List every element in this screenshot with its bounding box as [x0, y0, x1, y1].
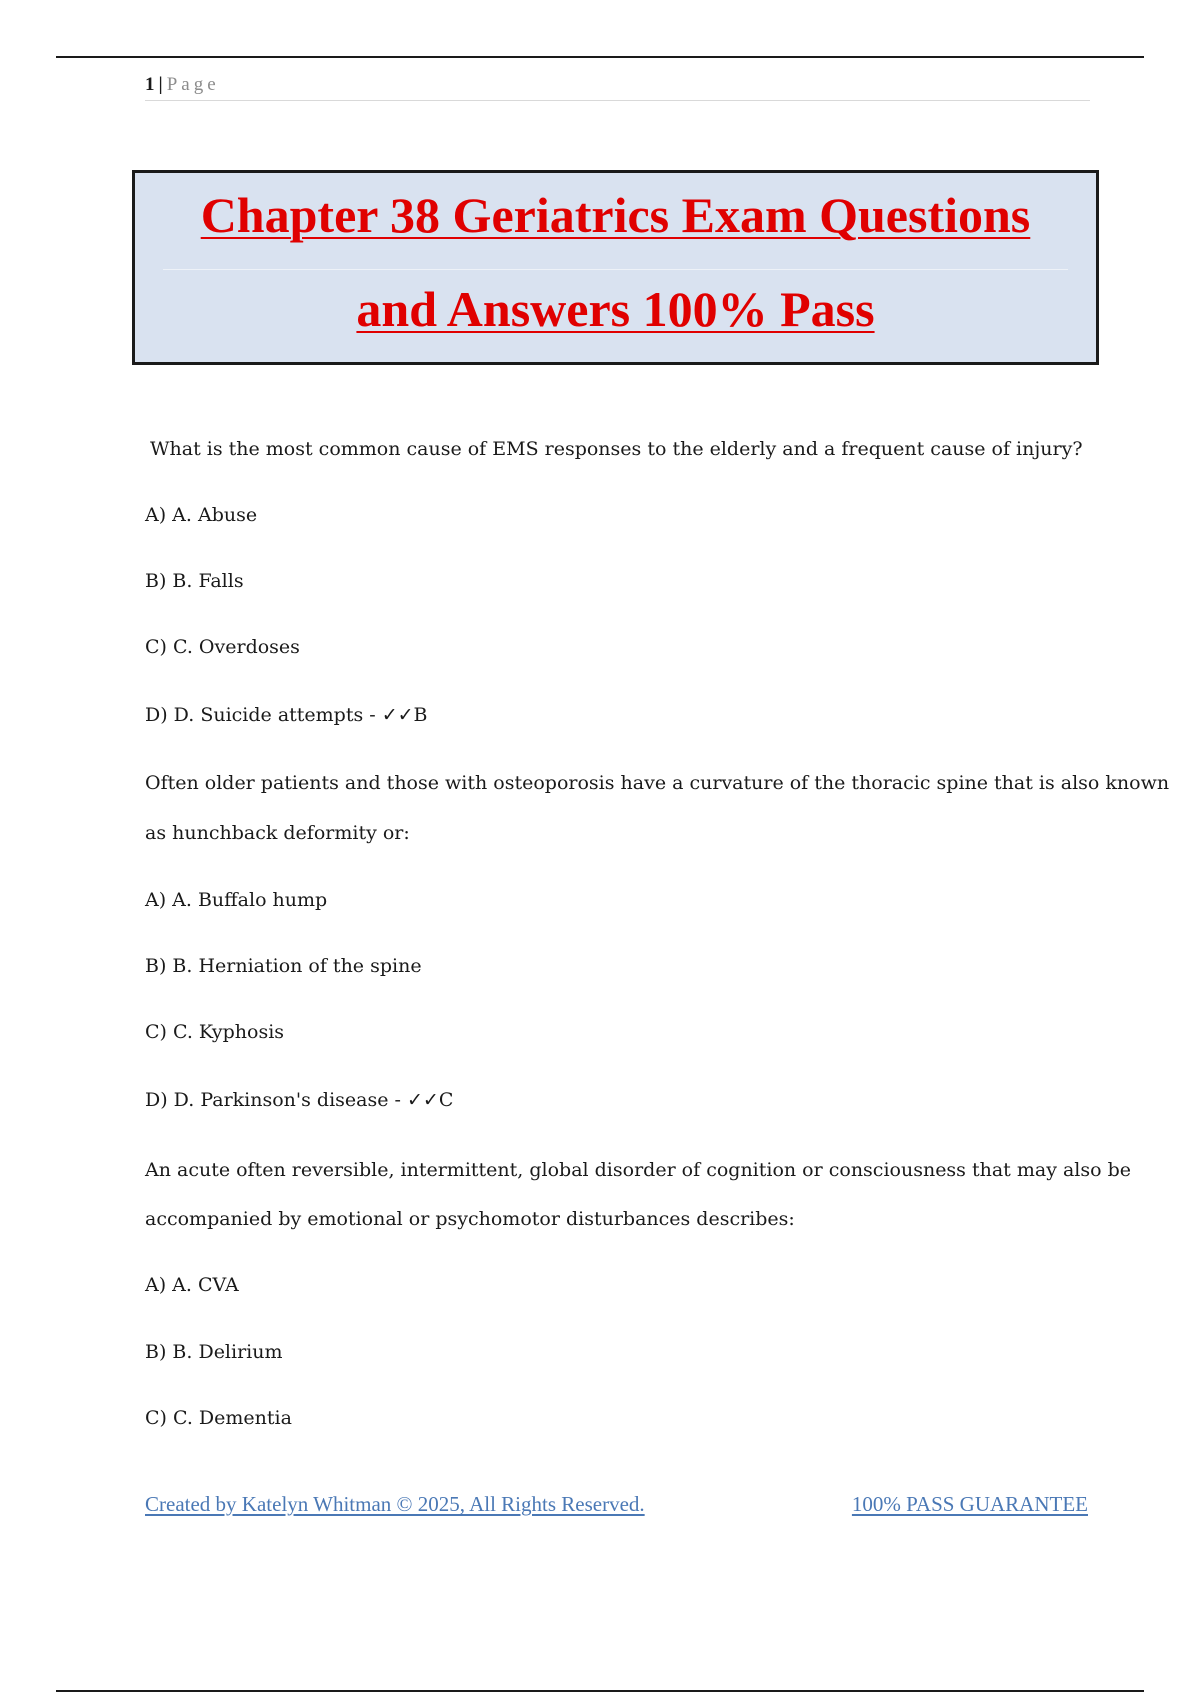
page-number: 1 — [145, 74, 155, 95]
question-3-option-c: C) C. Dementia — [145, 1407, 292, 1429]
question-1-option-a: A) A. Abuse — [145, 504, 258, 526]
page-separator: | — [158, 74, 163, 95]
title-box — [132, 170, 1099, 365]
page-header — [145, 72, 1090, 101]
question-1-option-d: D) D. Suicide attempts - ✓✓B — [145, 704, 428, 726]
footer-guarantee: 100% PASS GUARANTEE — [851, 1492, 1088, 1516]
question-2-text-line-2: as hunchback deformity or: — [145, 822, 410, 844]
page-word: Page — [166, 74, 220, 95]
document-title-line-2: and Answers 100% Pass — [356, 281, 875, 337]
question-2-option-c: C) C. Kyphosis — [145, 1021, 285, 1043]
question-1-option-b: B) B. Falls — [145, 570, 244, 592]
question-3-option-b: B) B. Delirium — [145, 1341, 283, 1363]
footer-copyright: Created by Katelyn Whitman © 2025, All Rights Reserved. — [145, 1492, 645, 1516]
top-rule — [56, 56, 1144, 58]
question-3-text-line-2: accompanied by emotional or psychomotor disturbances describes: — [145, 1208, 795, 1230]
question-1-text: What is the most common cause of EMS responses to the elderly and a frequent cause of injury? — [150, 438, 1083, 460]
question-2-text-line-1: Often older patients and those with osteoporosis have a curvature of the thoracic spine that is also known — [145, 772, 1170, 794]
title-divider — [163, 269, 1068, 270]
question-2-option-d: D) D. Parkinson's disease - ✓✓C — [145, 1089, 454, 1111]
question-3-option-a: A) A. CVA — [145, 1274, 239, 1296]
document-title-line-1: Chapter 38 Geriatrics Exam Questions — [200, 187, 1031, 243]
question-2-option-b: B) B. Herniation of the spine — [145, 955, 422, 977]
bottom-rule — [56, 1690, 1144, 1692]
question-2-option-a: A) A. Buffalo hump — [145, 889, 328, 911]
question-3-text-line-1: An acute often reversible, intermittent, global disorder of cognition or consciousness that may also be — [145, 1159, 1132, 1181]
question-1-option-c: C) C. Overdoses — [145, 636, 300, 658]
